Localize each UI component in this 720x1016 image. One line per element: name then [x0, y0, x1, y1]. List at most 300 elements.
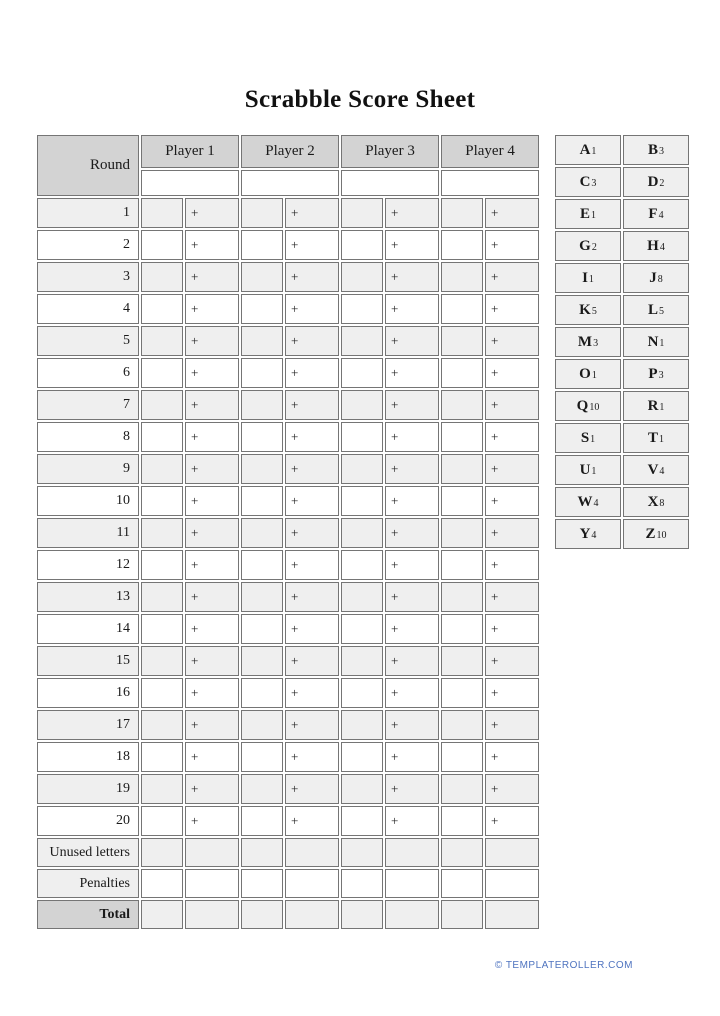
plus-sign: + [291, 749, 299, 764]
letter-values-row [555, 199, 689, 229]
score-sum-cell [485, 806, 539, 836]
plus-sign: + [291, 269, 299, 284]
plus-sign: + [491, 749, 499, 764]
plus-sign: + [391, 365, 399, 380]
footer-link-text: TEMPLATEROLLER.COM [505, 960, 633, 971]
round-number: 18 [37, 742, 139, 772]
letter: S [580, 430, 590, 446]
round-row [37, 710, 539, 740]
score-sum-cell [185, 454, 239, 484]
round-number: 4 [37, 294, 139, 324]
letter: R [647, 398, 659, 414]
letter: C [579, 174, 591, 190]
letter-tile-cell [623, 295, 689, 325]
plus-sign: + [491, 461, 499, 476]
letter-tile-cell [555, 359, 621, 389]
letter-points: 1 [659, 402, 665, 413]
plus-sign: + [391, 621, 399, 636]
score-input-cell [341, 614, 383, 644]
letter: J [649, 270, 657, 286]
score-sum-cell [285, 358, 339, 388]
letters-body [555, 135, 689, 549]
letter: U [579, 462, 591, 478]
summary-cell [285, 869, 339, 898]
letter-points: 4 [591, 530, 597, 541]
plus-sign: + [191, 653, 199, 668]
score-sum-cell [285, 646, 339, 676]
score-input-cell [241, 518, 283, 548]
letter-tile-cell [555, 231, 621, 261]
plus-sign: + [191, 333, 199, 348]
summary-label: Total [37, 900, 139, 929]
summary-cell [285, 838, 339, 867]
letter: F [648, 206, 658, 222]
plus-sign: + [391, 557, 399, 572]
score-input-cell [341, 198, 383, 228]
letter: W [577, 494, 593, 510]
round-number: 5 [37, 326, 139, 356]
score-input-cell [241, 294, 283, 324]
plus-sign: + [391, 781, 399, 796]
score-input-cell [241, 454, 283, 484]
plus-sign: + [491, 429, 499, 444]
plus-sign: + [491, 493, 499, 508]
header-row [37, 135, 539, 168]
score-sum-cell [385, 742, 439, 772]
letter-tile-cell [555, 199, 621, 229]
round-row [37, 774, 539, 804]
letter-values-row [555, 391, 689, 421]
score-input-cell [341, 486, 383, 516]
score-sum-cell [185, 486, 239, 516]
plus-sign: + [291, 525, 299, 540]
score-sum-cell [285, 742, 339, 772]
plus-sign: + [291, 365, 299, 380]
summary-cell [241, 838, 283, 867]
plus-sign: + [191, 365, 199, 380]
plus-sign: + [491, 205, 499, 220]
letter-points: 8 [657, 274, 663, 285]
summary-cell [241, 900, 283, 929]
score-sum-cell [185, 742, 239, 772]
summary-cell [485, 838, 539, 867]
plus-sign: + [391, 589, 399, 604]
player-name-cell [241, 170, 339, 196]
round-row [37, 262, 539, 292]
score-input-cell [141, 678, 183, 708]
score-input-cell [241, 326, 283, 356]
summary-cell [385, 869, 439, 898]
round-row [37, 390, 539, 420]
plus-sign: + [391, 237, 399, 252]
score-sum-cell [185, 294, 239, 324]
score-input-cell [141, 806, 183, 836]
plus-sign: + [291, 237, 299, 252]
round-number: 10 [37, 486, 139, 516]
score-input-cell [441, 742, 483, 772]
plus-sign: + [291, 621, 299, 636]
letter-values-table [553, 133, 691, 551]
letter-tile-cell [623, 263, 689, 293]
letter: H [647, 238, 659, 254]
letter-points: 1 [588, 274, 594, 285]
letter-points: 1 [590, 434, 596, 445]
letter: M [577, 334, 593, 350]
letter: D [647, 174, 659, 190]
score-input-cell [341, 806, 383, 836]
letter-tile-cell [623, 359, 689, 389]
score-input-cell [341, 358, 383, 388]
score-sum-cell [385, 198, 439, 228]
letter-tile-cell [623, 167, 689, 197]
score-input-cell [141, 614, 183, 644]
score-sum-cell [185, 614, 239, 644]
letter-tile-cell [555, 487, 621, 517]
round-number: 8 [37, 422, 139, 452]
round-number: 1 [37, 198, 139, 228]
plus-sign: + [191, 717, 199, 732]
score-input-cell [441, 326, 483, 356]
round-row [37, 806, 539, 836]
summary-cell [485, 869, 539, 898]
letter: N [647, 334, 659, 350]
letter: K [579, 302, 591, 318]
score-sum-cell [385, 550, 439, 580]
score-sum-cell [485, 230, 539, 260]
summary-cell [341, 838, 383, 867]
round-header-cell: Round [37, 135, 139, 196]
letter: A [579, 142, 591, 158]
score-input-cell [241, 582, 283, 612]
round-row [37, 742, 539, 772]
score-input-cell [341, 582, 383, 612]
score-sum-cell [285, 550, 339, 580]
score-input-cell [141, 358, 183, 388]
score-sum-cell [385, 358, 439, 388]
score-input-cell [241, 358, 283, 388]
score-sum-cell [385, 422, 439, 452]
total-row [37, 900, 539, 929]
plus-sign: + [391, 525, 399, 540]
score-sum-cell [385, 774, 439, 804]
plus-sign: + [291, 205, 299, 220]
score-input-cell [141, 326, 183, 356]
score-sum-cell [285, 390, 339, 420]
score-sum-cell [185, 774, 239, 804]
plus-sign: + [491, 237, 499, 252]
score-input-cell [441, 646, 483, 676]
letter: P [648, 366, 658, 382]
plus-sign: + [191, 429, 199, 444]
letter-values-row [555, 455, 689, 485]
plus-sign: + [291, 685, 299, 700]
round-row [37, 422, 539, 452]
templateroller-link[interactable] [495, 960, 633, 971]
score-sum-cell [185, 678, 239, 708]
score-sum-cell [285, 486, 339, 516]
plus-sign: + [491, 781, 499, 796]
plus-sign: + [291, 493, 299, 508]
score-sum-cell [485, 710, 539, 740]
penalties-row [37, 869, 539, 898]
score-sum-cell [385, 486, 439, 516]
score-sum-cell [485, 262, 539, 292]
round-number: 15 [37, 646, 139, 676]
score-sum-cell [385, 326, 439, 356]
plus-sign: + [191, 493, 199, 508]
round-row [37, 518, 539, 548]
letter: T [647, 430, 658, 446]
score-input-cell [341, 326, 383, 356]
score-input-cell [241, 230, 283, 260]
player-name-cell [341, 170, 439, 196]
summary-cell [141, 900, 183, 929]
score-input-cell [441, 710, 483, 740]
plus-sign: + [191, 557, 199, 572]
score-sum-cell [285, 198, 339, 228]
score-sum-cell [485, 742, 539, 772]
plus-sign: + [191, 397, 199, 412]
letter: Q [576, 398, 589, 414]
plus-sign: + [391, 429, 399, 444]
score-input-cell [141, 390, 183, 420]
letter-tile-cell [623, 199, 689, 229]
letter-points: 1 [591, 370, 597, 381]
plus-sign: + [291, 813, 299, 828]
plus-sign: + [491, 685, 499, 700]
score-sum-cell [185, 550, 239, 580]
summary-cell [285, 900, 339, 929]
plus-sign: + [491, 621, 499, 636]
letter-points: 8 [659, 498, 665, 509]
score-sum-cell [285, 678, 339, 708]
summary-cell [341, 900, 383, 929]
round-row [37, 454, 539, 484]
score-input-cell [341, 230, 383, 260]
plus-sign: + [191, 205, 199, 220]
letter-points: 10 [656, 530, 667, 541]
score-sum-cell [485, 550, 539, 580]
letter: L [647, 302, 658, 318]
letter-points: 1 [591, 210, 596, 221]
score-sum-cell [485, 678, 539, 708]
plus-sign: + [491, 557, 499, 572]
score-sum-cell [285, 710, 339, 740]
summary-cell [141, 869, 183, 898]
plus-sign: + [491, 333, 499, 348]
round-number: 14 [37, 614, 139, 644]
score-input-cell [241, 198, 283, 228]
score-input-cell [141, 294, 183, 324]
score-input-cell [341, 646, 383, 676]
score-input-cell [141, 774, 183, 804]
player-1-header: Player 1 [141, 135, 239, 168]
score-input-cell [441, 294, 483, 324]
round-number: 20 [37, 806, 139, 836]
plus-sign: + [191, 685, 199, 700]
score-sum-cell [285, 806, 339, 836]
summary-cell [141, 838, 183, 867]
summary-label: Unused letters [37, 838, 139, 867]
score-sum-cell [185, 710, 239, 740]
letter: Y [579, 526, 591, 542]
score-input-cell [441, 806, 483, 836]
plus-sign: + [391, 301, 399, 316]
plus-sign: + [191, 525, 199, 540]
letter-points: 4 [659, 242, 665, 253]
score-input-cell [141, 198, 183, 228]
letter-values-row [555, 263, 689, 293]
score-input-cell [441, 358, 483, 388]
plus-sign: + [391, 269, 399, 284]
score-sum-cell [285, 326, 339, 356]
plus-sign: + [491, 653, 499, 668]
score-input-cell [441, 262, 483, 292]
score-sum-cell [385, 710, 439, 740]
score-sum-cell [385, 454, 439, 484]
score-input-cell [241, 774, 283, 804]
plus-sign: + [491, 365, 499, 380]
letter-tile-cell [623, 231, 689, 261]
score-sum-cell [185, 198, 239, 228]
letter-points: 5 [591, 306, 597, 317]
score-input-cell [141, 518, 183, 548]
round-row [37, 582, 539, 612]
score-sum-cell [385, 294, 439, 324]
round-row [37, 326, 539, 356]
summary-cell [441, 869, 483, 898]
letter-tile-cell [555, 295, 621, 325]
score-input-cell [441, 198, 483, 228]
plus-sign: + [191, 589, 199, 604]
score-input-cell [241, 422, 283, 452]
summary-cell [341, 869, 383, 898]
score-sum-cell [385, 518, 439, 548]
summary-label: Penalties [37, 869, 139, 898]
score-sum-cell [485, 774, 539, 804]
plus-sign: + [391, 813, 399, 828]
letter-tile-cell [623, 135, 689, 165]
round-row [37, 358, 539, 388]
plus-sign: + [191, 461, 199, 476]
letter: G [579, 238, 591, 254]
plus-sign: + [291, 333, 299, 348]
summary-cell [441, 838, 483, 867]
round-row [37, 550, 539, 580]
letter-points: 2 [591, 242, 597, 253]
score-sum-cell [285, 774, 339, 804]
plus-sign: + [291, 397, 299, 412]
letter-tile-cell [623, 391, 689, 421]
score-sum-cell [485, 358, 539, 388]
letter-tile-cell [623, 327, 689, 357]
plus-sign: + [291, 589, 299, 604]
score-sum-cell [285, 422, 339, 452]
score-sum-cell [185, 230, 239, 260]
score-sum-cell [485, 646, 539, 676]
score-sum-cell [285, 582, 339, 612]
score-input-cell [341, 710, 383, 740]
plus-sign: + [291, 429, 299, 444]
plus-sign: + [291, 653, 299, 668]
letter-values-row [555, 327, 689, 357]
player-name-cell [441, 170, 539, 196]
plus-sign: + [391, 749, 399, 764]
summary-cell [241, 869, 283, 898]
score-sum-cell [185, 806, 239, 836]
plus-sign: + [191, 301, 199, 316]
unused-row [37, 838, 539, 867]
score-sum-cell [385, 614, 439, 644]
letter-tile-cell [623, 487, 689, 517]
letter-points: 4 [593, 498, 599, 509]
score-input-cell [141, 550, 183, 580]
summary-cell [385, 838, 439, 867]
score-input-cell [441, 230, 483, 260]
rounds-body [37, 198, 539, 929]
round-row [37, 198, 539, 228]
score-input-cell [241, 806, 283, 836]
letter: B [647, 142, 658, 158]
round-row [37, 678, 539, 708]
score-sum-cell [385, 230, 439, 260]
score-input-cell [341, 678, 383, 708]
score-sum-cell [385, 390, 439, 420]
letter: Z [645, 526, 656, 542]
letter-points: 1 [591, 146, 597, 157]
score-sum-cell [185, 646, 239, 676]
round-number: 7 [37, 390, 139, 420]
score-input-cell [441, 518, 483, 548]
letter-tile-cell [555, 455, 621, 485]
plus-sign: + [191, 781, 199, 796]
letter: X [647, 494, 659, 510]
score-sum-cell [285, 518, 339, 548]
letter-points: 10 [589, 402, 600, 413]
score-input-cell [441, 678, 483, 708]
score-input-cell [341, 422, 383, 452]
player-3-header: Player 3 [341, 135, 439, 168]
score-sum-cell [185, 326, 239, 356]
plus-sign: + [491, 525, 499, 540]
letter-values-row [555, 519, 689, 549]
score-sum-cell [485, 326, 539, 356]
score-sum-cell [485, 486, 539, 516]
plus-sign: + [491, 589, 499, 604]
score-input-cell [441, 582, 483, 612]
round-number: 12 [37, 550, 139, 580]
round-number: 16 [37, 678, 139, 708]
score-input-cell [241, 646, 283, 676]
letter-tile-cell [555, 391, 621, 421]
score-input-cell [441, 550, 483, 580]
plus-sign: + [391, 461, 399, 476]
letter-points: 5 [659, 306, 664, 317]
plus-sign: + [391, 333, 399, 348]
letter: O [579, 366, 591, 382]
score-input-cell [141, 422, 183, 452]
score-input-cell [141, 710, 183, 740]
score-sum-cell [285, 454, 339, 484]
score-input-cell [441, 422, 483, 452]
plus-sign: + [391, 397, 399, 412]
score-sum-cell [485, 198, 539, 228]
letter-values-row [555, 295, 689, 325]
letter-tile-cell [555, 263, 621, 293]
plus-sign: + [391, 717, 399, 732]
letter-points: 1 [591, 466, 597, 477]
letter-tile-cell [555, 327, 621, 357]
